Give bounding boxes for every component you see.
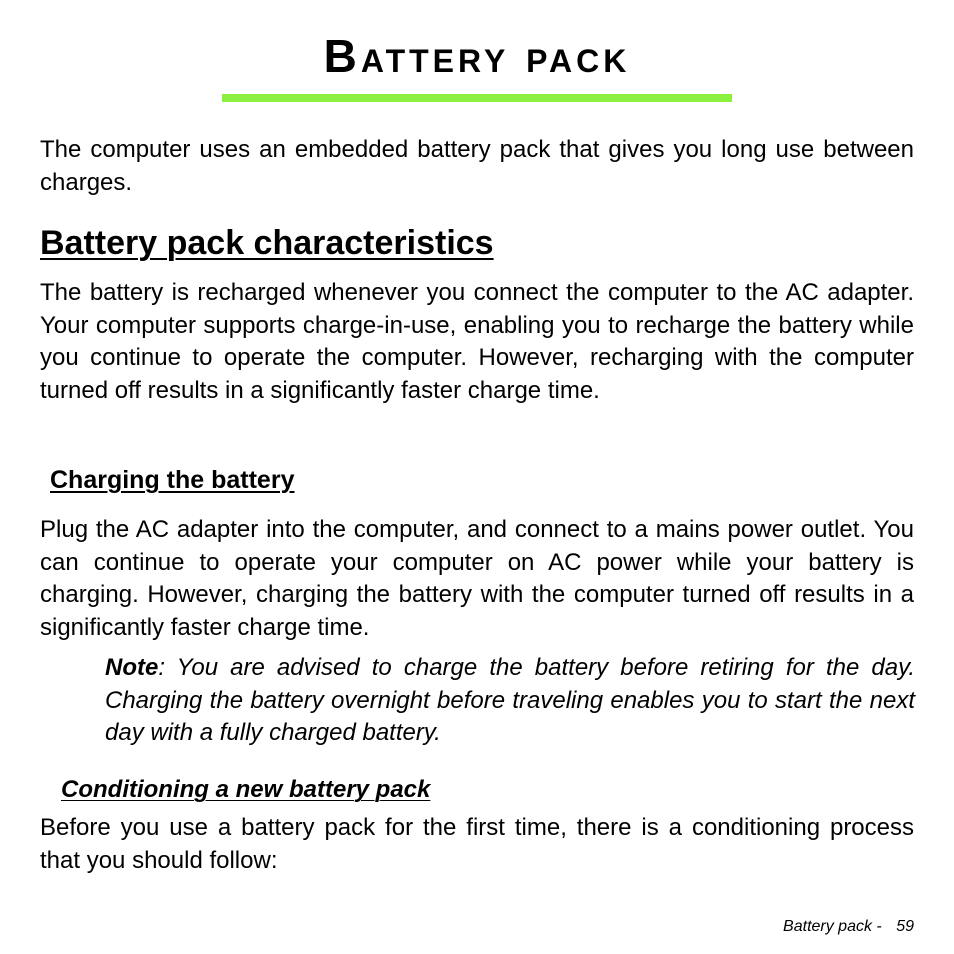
- charging-paragraph: Plug the AC adapter into the computer, and connect to a mains power outlet. You can continue to operate your computer on AC power while your battery is charging. However, charging the battery with the computer turned off results in a significantly faster charge time.: [40, 516, 914, 641]
- note-block: [105, 652, 915, 750]
- conditioning-heading: Conditioning a new battery pack: [61, 776, 431, 803]
- page-number: 59: [896, 918, 914, 935]
- title-underline-bar: [222, 94, 732, 102]
- note-text: : You are advised to charge the battery before retiring for the day. Charging the battery overnight before traveling enables you to start the next day with a fully charged battery.: [105, 654, 915, 746]
- section-paragraph: The battery is recharged whenever you connect the computer to the AC adapter. Your computer supports charge-in-use, enabling you to recharge the battery while you continue to operate the computer. However, recharging with the computer turned off results in a significantly faster charge time.: [40, 279, 914, 404]
- note-label: Note: [105, 654, 159, 681]
- footer-label: Battery pack -: [783, 918, 882, 935]
- intro-paragraph: The computer uses an embedded battery pack that gives you long use between charges.: [40, 136, 914, 196]
- page-footer: [783, 916, 914, 938]
- charging-heading: Charging the battery: [50, 466, 295, 494]
- conditioning-paragraph: Before you use a battery pack for the first time, there is a conditioning process that you should follow:: [40, 814, 914, 874]
- page-title: Battery pack: [323, 30, 631, 82]
- section-heading: Battery pack characteristics: [40, 224, 494, 262]
